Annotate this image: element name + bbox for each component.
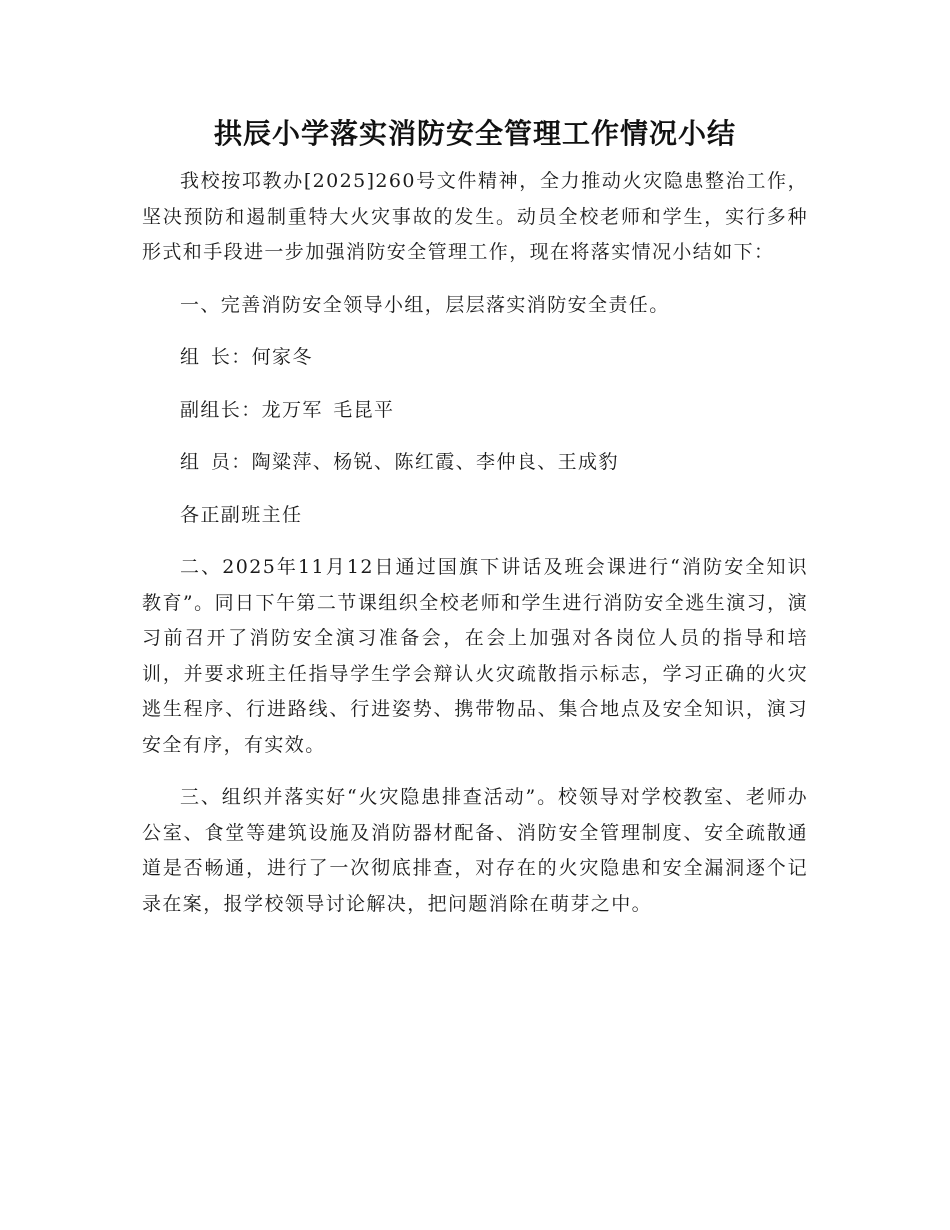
document-title: 拱辰小学落实消防安全管理工作情况小结 <box>213 117 736 150</box>
leader-line <box>142 340 808 376</box>
members-label-a: 组 <box>180 451 201 473</box>
section-1-heading: 一、完善消防安全领导小组，层层落实消防安全责任。 <box>180 293 670 316</box>
section-3-paragraph: 三、组织并落实好“火灾隐患排查活动”。校领导对学校教室、老师办公室、食堂等建筑设施及消防器材配备、消防安全管理制度、安全疏散通道是否畅通，进行了一次彻底排查，对存在的火灾隐患和安全漏洞逐个记录在案，报学校领导讨论解决，把问题消除在萌芽之中。 <box>142 786 808 915</box>
class-teachers-line: 各正副班主任 <box>180 503 303 526</box>
members-label-b: 员： <box>210 451 252 473</box>
section-2-paragraph: 二、2025年11月12日通过国旗下讲话及班会课进行“消防安全知识教育”。同日下午第二节课组织全校老师和学生进行消防安全逃生演习，演习前召开了消防安全演习准备会，在会上加强对各岗位人员的指导和培训，并要求班主任指导学生学会辩认火灾疏散指示标志，学习正确的火灾逃生程序、行进路线、行进姿势、携带物品、集合地点及安全知识，演习安全有序，有实效。 <box>142 556 808 756</box>
members-names: 陶粱萍、杨锐、陈红霞、李仲良、王成豹 <box>251 451 619 473</box>
leader-label-a: 组 <box>180 346 201 368</box>
intro-paragraph: 我校按邛教办[2025]260号文件精神，全力推动火灾隐患整治工作，坚决预防和遏制重特大火灾事故的发生。动员全校老师和学生，实行多种形式和手段进一步加强消防安全管理工作，现在将落实情况小结如下： <box>142 170 808 263</box>
document-body <box>142 164 808 939</box>
deputy-label: 副组长： <box>180 398 262 421</box>
members-line <box>142 445 808 481</box>
leader-label-b: 长： <box>210 346 252 368</box>
leader-names: 何家冬 <box>251 346 313 368</box>
deputy-line <box>142 393 808 429</box>
deputy-name-1: 龙万军 <box>261 398 323 421</box>
deputy-name-2: 毛昆平 <box>333 398 395 421</box>
